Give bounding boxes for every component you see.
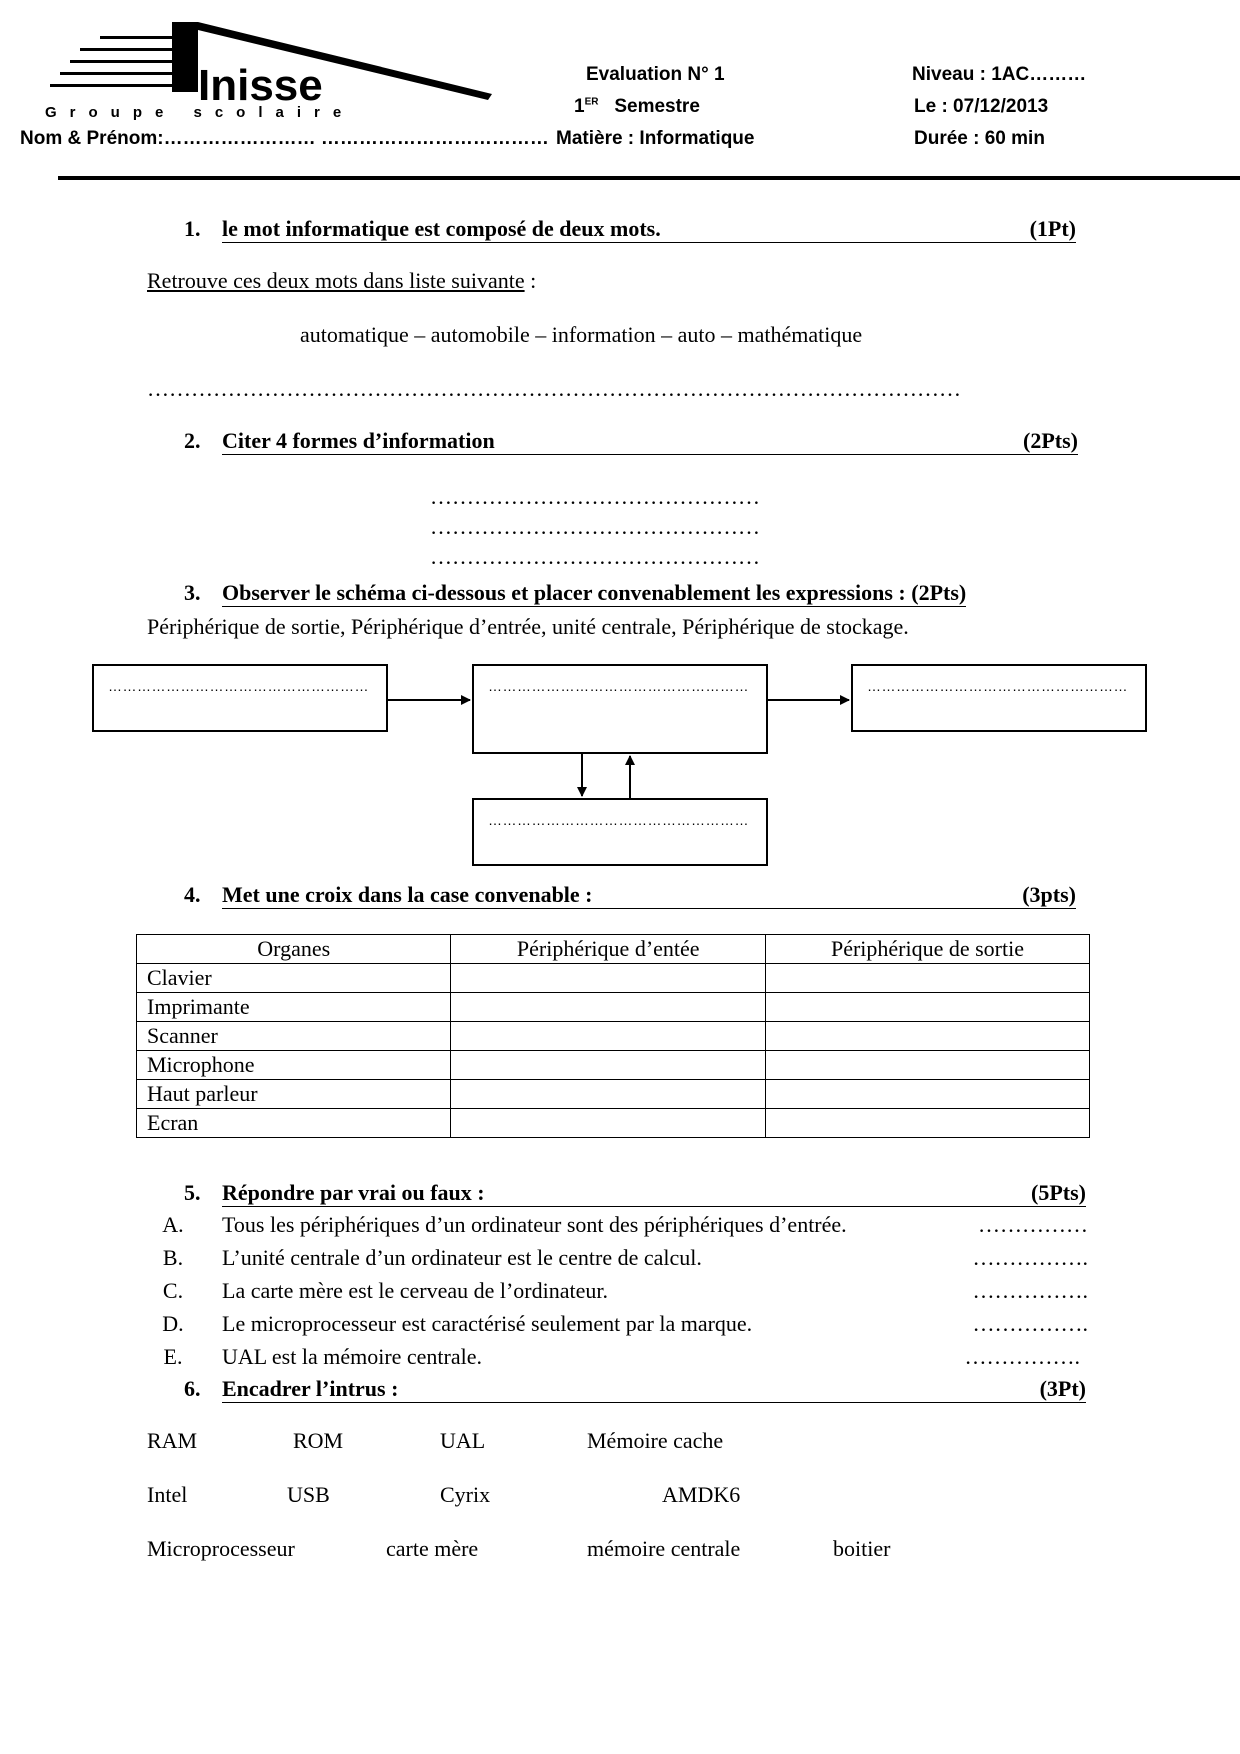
item-answer-blank[interactable]: ……………	[978, 1212, 1088, 1237]
semester-superscript: ER	[584, 96, 599, 108]
question-1-text: le mot informatique est composé de deux mots.	[222, 216, 661, 241]
diagram-box-central-unit-placeholder: ………………………………………………	[488, 678, 749, 694]
question-3-text: Observer le schéma ci-dessous et placer convenablement les expressions : (2Pts)	[222, 580, 967, 605]
organ-name: Scanner	[137, 1022, 451, 1051]
question-2-number: 2.	[184, 428, 201, 453]
intrus-word[interactable]: Microprocesseur	[147, 1536, 295, 1561]
question-1-number: 1.	[184, 216, 201, 241]
item-letter: E.	[163, 1344, 183, 1369]
question-1-word-list: automatique – automobile – information – auto – mathématique	[300, 322, 863, 347]
question-4-points: (3pts)	[1022, 882, 1076, 907]
input-checkbox-cell[interactable]	[451, 1080, 765, 1109]
table-header-row	[137, 935, 1090, 964]
item-answer-blank[interactable]: …………….	[972, 1245, 1088, 1270]
question-6-heading	[222, 1376, 1086, 1403]
organ-name: Ecran	[137, 1109, 451, 1138]
output-checkbox-cell[interactable]	[765, 1022, 1089, 1051]
item-answer-blank[interactable]: …………….	[972, 1278, 1088, 1303]
subject-label: Matière : Informatique	[556, 128, 755, 149]
table-header-cell: Périphérique d’entée	[451, 935, 765, 964]
table-row	[137, 1022, 1090, 1051]
organ-name: Haut parleur	[137, 1080, 451, 1109]
semester-number: 1	[574, 96, 585, 117]
question-4-text: Met une croix dans la case convenable :	[222, 882, 593, 907]
table-row	[137, 1080, 1090, 1109]
true-false-item	[158, 1212, 1088, 1242]
organ-name: Microphone	[137, 1051, 451, 1080]
question-2-answer-line[interactable]: ………………………………………	[430, 514, 760, 539]
input-checkbox-cell[interactable]	[451, 964, 765, 993]
logo-subtitle: Groupe scolaire	[45, 104, 355, 121]
question-5-points: (5Pts)	[1031, 1180, 1086, 1205]
organs-table	[136, 934, 1090, 1138]
logo-name: Inisse	[198, 61, 323, 110]
question-6-points: (3Pt)	[1039, 1376, 1086, 1401]
table-row	[137, 1109, 1090, 1138]
table-header-cell: Organes	[137, 935, 451, 964]
organ-name: Imprimante	[137, 993, 451, 1022]
semester-text: Semestre	[614, 96, 700, 117]
item-letter: A.	[162, 1212, 184, 1237]
item-statement: L’unité centrale d’un ordinateur est le centre de calcul.	[222, 1245, 702, 1270]
input-checkbox-cell[interactable]	[451, 993, 765, 1022]
question-1-instruction-text: Retrouve ces deux mots dans liste suivante	[147, 268, 525, 293]
question-6-title	[184, 1376, 1086, 1406]
input-checkbox-cell[interactable]	[451, 1109, 765, 1138]
item-letter: B.	[162, 1245, 184, 1270]
date-label: Le : 07/12/2013	[914, 96, 1049, 117]
question-6-number: 6.	[184, 1376, 201, 1401]
item-statement: La carte mère est le cerveau de l’ordinateur.	[222, 1278, 608, 1303]
item-letter: C.	[162, 1278, 184, 1303]
question-5-title	[184, 1180, 1086, 1210]
intrus-word[interactable]: Intel	[147, 1482, 188, 1507]
output-checkbox-cell[interactable]	[765, 1080, 1089, 1109]
question-2-text: Citer 4 formes d’information	[222, 428, 495, 453]
true-false-item	[158, 1344, 1088, 1374]
question-4-heading	[222, 882, 1076, 909]
item-letter: D.	[162, 1311, 184, 1336]
question-1-answer-line[interactable]: …………………………………………………………………………………………………	[147, 376, 961, 401]
input-checkbox-cell[interactable]	[451, 1051, 765, 1080]
intrus-word[interactable]: UAL	[440, 1428, 486, 1453]
duration-label: Durée : 60 min	[914, 128, 1045, 149]
diagram-box-output-placeholder: ………………………………………………	[867, 678, 1128, 694]
intrus-word[interactable]: mémoire centrale	[587, 1536, 741, 1561]
intrus-word[interactable]: RAM	[147, 1428, 198, 1453]
intrus-word[interactable]: Mémoire cache	[587, 1428, 724, 1453]
question-3-number: 3.	[184, 580, 201, 605]
output-checkbox-cell[interactable]	[765, 993, 1089, 1022]
true-false-item	[158, 1245, 1088, 1275]
evaluation-number: Evaluation N° 1	[586, 64, 725, 85]
question-4-title	[184, 882, 1076, 912]
question-1-points: (1Pt)	[1029, 216, 1076, 241]
output-checkbox-cell[interactable]	[765, 1109, 1089, 1138]
true-false-item	[158, 1311, 1088, 1341]
student-name-field[interactable]: Nom & Prénom:…………………… ………………………………	[20, 128, 549, 149]
output-checkbox-cell[interactable]	[765, 1051, 1089, 1080]
intrus-word[interactable]: USB	[287, 1482, 330, 1507]
item-answer-blank[interactable]: …………….	[964, 1344, 1080, 1369]
question-2-answer-line[interactable]: ………………………………………	[430, 544, 760, 569]
table-row	[137, 1051, 1090, 1080]
item-answer-blank[interactable]: …………….	[972, 1311, 1088, 1336]
question-6-text: Encadrer l’intrus :	[222, 1376, 399, 1401]
intrus-word[interactable]: carte mère	[386, 1536, 479, 1561]
question-4-number: 4.	[184, 882, 201, 907]
question-2-answer-line[interactable]: ………………………………………	[430, 484, 760, 509]
organ-name: Clavier	[137, 964, 451, 993]
true-false-item	[158, 1278, 1088, 1308]
output-checkbox-cell[interactable]	[765, 964, 1089, 993]
item-statement: Tous les périphériques d’un ordinateur sont des périphériques d’entrée.	[222, 1212, 847, 1237]
diagram-box-storage-placeholder: ………………………………………………	[488, 812, 749, 828]
table-row	[137, 964, 1090, 993]
item-statement: Le microprocesseur est caractérisé seulement par la marque.	[222, 1311, 753, 1336]
input-checkbox-cell[interactable]	[451, 1022, 765, 1051]
item-statement: UAL est la mémoire centrale.	[222, 1344, 483, 1369]
diagram-box-input-placeholder: ………………………………………………	[108, 678, 369, 694]
question-1-instruction-colon: :	[524, 268, 537, 293]
intrus-word[interactable]: AMDK6	[662, 1482, 741, 1507]
table-row	[137, 993, 1090, 1022]
intrus-word[interactable]: boitier	[833, 1536, 891, 1561]
question-2-points: (2Pts)	[1023, 428, 1078, 453]
question-3-terms: Périphérique de sortie, Périphérique d’entrée, unité centrale, Périphérique de stockage.	[147, 614, 909, 639]
intrus-word[interactable]: Cyrix	[440, 1482, 491, 1507]
question-5-text: Répondre par vrai ou faux :	[222, 1180, 485, 1205]
intrus-word[interactable]: ROM	[293, 1428, 344, 1453]
table-header-cell: Périphérique de sortie	[765, 935, 1089, 964]
level-label: Niveau : 1AC………	[912, 64, 1087, 85]
question-5-heading	[222, 1180, 1086, 1207]
question-5-number: 5.	[184, 1180, 201, 1205]
